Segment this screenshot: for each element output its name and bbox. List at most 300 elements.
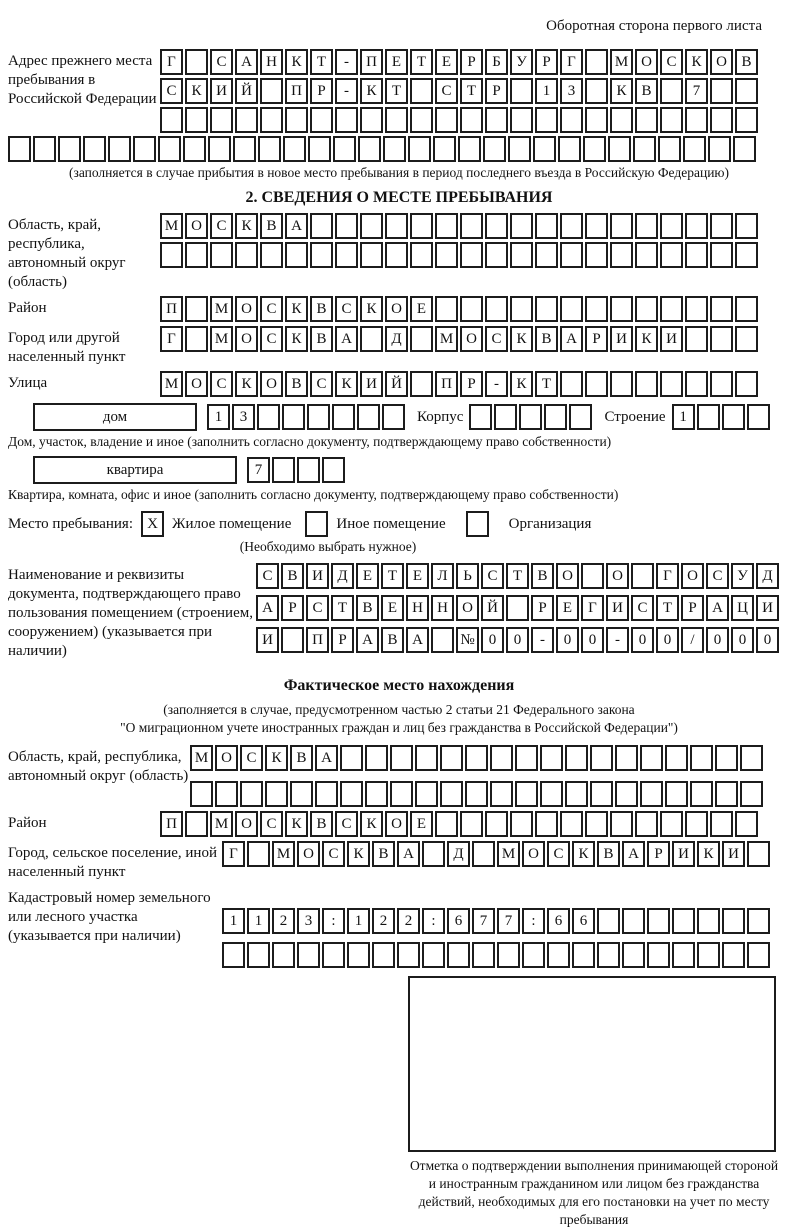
- char-box[interactable]: [283, 136, 306, 162]
- char-box[interactable]: А: [397, 841, 420, 867]
- char-box[interactable]: [585, 78, 608, 104]
- char-box[interactable]: [440, 781, 463, 807]
- char-box[interactable]: К: [510, 371, 533, 397]
- char-box[interactable]: [210, 242, 233, 268]
- char-box[interactable]: [372, 942, 395, 968]
- char-box[interactable]: [83, 136, 106, 162]
- char-box[interactable]: И: [360, 371, 383, 397]
- char-box[interactable]: [540, 745, 563, 771]
- char-box[interactable]: [735, 326, 758, 352]
- char-box[interactable]: [565, 781, 588, 807]
- char-box[interactable]: [658, 136, 681, 162]
- char-box[interactable]: [522, 942, 545, 968]
- char-box[interactable]: [185, 296, 208, 322]
- char-box[interactable]: А: [235, 49, 258, 75]
- char-box[interactable]: 0: [756, 627, 779, 653]
- char-box[interactable]: Е: [406, 563, 429, 589]
- char-box[interactable]: [535, 213, 558, 239]
- char-box[interactable]: [535, 107, 558, 133]
- char-box[interactable]: К: [265, 745, 288, 771]
- char-box[interactable]: Н: [406, 595, 429, 621]
- char-box[interactable]: Т: [460, 78, 483, 104]
- char-box[interactable]: Г: [160, 326, 183, 352]
- char-box[interactable]: [690, 745, 713, 771]
- char-box[interactable]: [583, 136, 606, 162]
- char-box[interactable]: [397, 942, 420, 968]
- char-box[interactable]: Т: [535, 371, 558, 397]
- char-box[interactable]: С: [260, 326, 283, 352]
- char-box[interactable]: О: [460, 326, 483, 352]
- char-box[interactable]: Р: [531, 595, 554, 621]
- char-box[interactable]: :: [322, 908, 345, 934]
- char-box[interactable]: А: [285, 213, 308, 239]
- char-box[interactable]: Р: [281, 595, 304, 621]
- char-box[interactable]: [685, 811, 708, 837]
- char-box[interactable]: 0: [556, 627, 579, 653]
- char-box[interactable]: [590, 745, 613, 771]
- char-box[interactable]: :: [522, 908, 545, 934]
- char-box[interactable]: Р: [331, 627, 354, 653]
- char-box[interactable]: П: [285, 78, 308, 104]
- char-box[interactable]: [747, 942, 770, 968]
- char-box[interactable]: [235, 242, 258, 268]
- char-box[interactable]: [740, 745, 763, 771]
- char-box[interactable]: К: [285, 49, 308, 75]
- char-box[interactable]: [485, 107, 508, 133]
- char-box[interactable]: Й: [385, 371, 408, 397]
- char-box[interactable]: Й: [235, 78, 258, 104]
- char-box[interactable]: [635, 811, 658, 837]
- char-box[interactable]: К: [347, 841, 370, 867]
- char-box[interactable]: 0: [706, 627, 729, 653]
- char-box[interactable]: С: [240, 745, 263, 771]
- char-box[interactable]: [585, 371, 608, 397]
- char-box[interactable]: №: [456, 627, 479, 653]
- char-box[interactable]: [610, 213, 633, 239]
- char-box[interactable]: С: [547, 841, 570, 867]
- char-box[interactable]: О: [681, 563, 704, 589]
- char-box[interactable]: Е: [410, 296, 433, 322]
- char-box[interactable]: О: [235, 326, 258, 352]
- char-box[interactable]: [460, 296, 483, 322]
- char-box[interactable]: [747, 841, 770, 867]
- char-box[interactable]: [460, 107, 483, 133]
- char-box[interactable]: О: [185, 371, 208, 397]
- char-box[interactable]: [8, 136, 31, 162]
- char-box[interactable]: [708, 136, 731, 162]
- char-box[interactable]: [335, 107, 358, 133]
- char-box[interactable]: [340, 745, 363, 771]
- char-box[interactable]: [485, 811, 508, 837]
- char-box[interactable]: Т: [381, 563, 404, 589]
- char-box[interactable]: [660, 371, 683, 397]
- char-box[interactable]: [485, 242, 508, 268]
- stay-type-residential-checkbox[interactable]: X: [141, 511, 164, 537]
- char-box[interactable]: [585, 213, 608, 239]
- char-box[interactable]: 2: [372, 908, 395, 934]
- char-box[interactable]: -: [485, 371, 508, 397]
- char-box[interactable]: [697, 942, 720, 968]
- char-box[interactable]: Л: [431, 563, 454, 589]
- char-box[interactable]: С: [306, 595, 329, 621]
- char-box[interactable]: О: [235, 296, 258, 322]
- char-box[interactable]: 3: [232, 404, 255, 430]
- char-box[interactable]: [683, 136, 706, 162]
- char-box[interactable]: [190, 781, 213, 807]
- char-box[interactable]: [710, 296, 733, 322]
- char-box[interactable]: [690, 781, 713, 807]
- char-box[interactable]: М: [497, 841, 520, 867]
- char-box[interactable]: К: [185, 78, 208, 104]
- char-box[interactable]: В: [310, 326, 333, 352]
- char-box[interactable]: [585, 296, 608, 322]
- char-box[interactable]: [581, 563, 604, 589]
- char-box[interactable]: Е: [385, 49, 408, 75]
- char-box[interactable]: [240, 781, 263, 807]
- char-box[interactable]: Н: [260, 49, 283, 75]
- char-box[interactable]: О: [235, 811, 258, 837]
- char-box[interactable]: [233, 136, 256, 162]
- char-box[interactable]: [697, 908, 720, 934]
- char-box[interactable]: [510, 213, 533, 239]
- char-box[interactable]: К: [285, 811, 308, 837]
- char-box[interactable]: [431, 627, 454, 653]
- char-box[interactable]: С: [260, 296, 283, 322]
- char-box[interactable]: [290, 781, 313, 807]
- char-box[interactable]: Е: [410, 811, 433, 837]
- char-box[interactable]: [622, 908, 645, 934]
- char-box[interactable]: К: [235, 213, 258, 239]
- char-box[interactable]: [433, 136, 456, 162]
- char-box[interactable]: [410, 107, 433, 133]
- char-box[interactable]: [235, 107, 258, 133]
- char-box[interactable]: [382, 404, 405, 430]
- char-box[interactable]: Е: [435, 49, 458, 75]
- char-box[interactable]: В: [281, 563, 304, 589]
- char-box[interactable]: [333, 136, 356, 162]
- char-box[interactable]: [215, 781, 238, 807]
- char-box[interactable]: К: [697, 841, 720, 867]
- char-box[interactable]: [747, 404, 770, 430]
- char-box[interactable]: 6: [547, 908, 570, 934]
- char-box[interactable]: [590, 781, 613, 807]
- char-box[interactable]: [544, 404, 567, 430]
- char-box[interactable]: [460, 213, 483, 239]
- char-box[interactable]: Р: [681, 595, 704, 621]
- char-box[interactable]: [515, 745, 538, 771]
- char-box[interactable]: К: [285, 296, 308, 322]
- char-box[interactable]: [390, 745, 413, 771]
- char-box[interactable]: [560, 242, 583, 268]
- char-box[interactable]: [282, 404, 305, 430]
- char-box[interactable]: [460, 811, 483, 837]
- char-box[interactable]: [185, 49, 208, 75]
- char-box[interactable]: [458, 136, 481, 162]
- char-box[interactable]: 2: [397, 908, 420, 934]
- char-box[interactable]: [565, 745, 588, 771]
- char-box[interactable]: [722, 908, 745, 934]
- char-box[interactable]: [460, 242, 483, 268]
- char-box[interactable]: [710, 371, 733, 397]
- char-box[interactable]: [410, 371, 433, 397]
- char-box[interactable]: [535, 811, 558, 837]
- char-box[interactable]: [560, 213, 583, 239]
- char-box[interactable]: 0: [731, 627, 754, 653]
- char-box[interactable]: [560, 811, 583, 837]
- char-box[interactable]: 1: [247, 908, 270, 934]
- char-box[interactable]: [747, 908, 770, 934]
- char-box[interactable]: О: [556, 563, 579, 589]
- char-box[interactable]: Р: [460, 49, 483, 75]
- char-box[interactable]: [365, 781, 388, 807]
- char-box[interactable]: [735, 371, 758, 397]
- char-box[interactable]: [635, 242, 658, 268]
- char-box[interactable]: О: [215, 745, 238, 771]
- char-box[interactable]: Д: [756, 563, 779, 589]
- char-box[interactable]: Е: [556, 595, 579, 621]
- char-box[interactable]: О: [185, 213, 208, 239]
- char-box[interactable]: О: [606, 563, 629, 589]
- char-box[interactable]: К: [510, 326, 533, 352]
- char-box[interactable]: [697, 404, 720, 430]
- char-box[interactable]: [108, 136, 131, 162]
- char-box[interactable]: [508, 136, 531, 162]
- char-box[interactable]: Т: [385, 78, 408, 104]
- char-box[interactable]: [297, 942, 320, 968]
- char-box[interactable]: 6: [572, 908, 595, 934]
- char-box[interactable]: Р: [460, 371, 483, 397]
- char-box[interactable]: [490, 781, 513, 807]
- char-box[interactable]: [519, 404, 542, 430]
- char-box[interactable]: [385, 107, 408, 133]
- char-box[interactable]: Г: [222, 841, 245, 867]
- char-box[interactable]: [735, 107, 758, 133]
- char-box[interactable]: [297, 457, 320, 483]
- char-box[interactable]: [185, 811, 208, 837]
- char-box[interactable]: [710, 78, 733, 104]
- char-box[interactable]: [635, 213, 658, 239]
- char-box[interactable]: М: [210, 296, 233, 322]
- char-box[interactable]: П: [306, 627, 329, 653]
- char-box[interactable]: [494, 404, 517, 430]
- char-box[interactable]: И: [672, 841, 695, 867]
- char-box[interactable]: [515, 781, 538, 807]
- char-box[interactable]: [335, 242, 358, 268]
- char-box[interactable]: [469, 404, 492, 430]
- char-box[interactable]: С: [335, 811, 358, 837]
- char-box[interactable]: [710, 811, 733, 837]
- char-box[interactable]: К: [572, 841, 595, 867]
- char-box[interactable]: С: [660, 49, 683, 75]
- char-box[interactable]: С: [160, 78, 183, 104]
- char-box[interactable]: [435, 242, 458, 268]
- char-box[interactable]: К: [635, 326, 658, 352]
- char-box[interactable]: [540, 781, 563, 807]
- char-box[interactable]: [335, 213, 358, 239]
- char-box[interactable]: [257, 404, 280, 430]
- char-box[interactable]: [310, 242, 333, 268]
- char-box[interactable]: Ц: [731, 595, 754, 621]
- char-box[interactable]: И: [756, 595, 779, 621]
- char-box[interactable]: Г: [581, 595, 604, 621]
- char-box[interactable]: [265, 781, 288, 807]
- char-box[interactable]: [647, 942, 670, 968]
- char-box[interactable]: В: [381, 627, 404, 653]
- char-box[interactable]: 1: [207, 404, 230, 430]
- char-box[interactable]: [710, 213, 733, 239]
- char-box[interactable]: [560, 296, 583, 322]
- char-box[interactable]: [635, 296, 658, 322]
- char-box[interactable]: М: [160, 213, 183, 239]
- char-box[interactable]: [715, 745, 738, 771]
- char-box[interactable]: [435, 213, 458, 239]
- char-box[interactable]: [410, 242, 433, 268]
- char-box[interactable]: С: [631, 595, 654, 621]
- char-box[interactable]: [322, 457, 345, 483]
- char-box[interactable]: -: [606, 627, 629, 653]
- char-box[interactable]: [510, 811, 533, 837]
- char-box[interactable]: И: [256, 627, 279, 653]
- char-box[interactable]: [160, 242, 183, 268]
- char-box[interactable]: М: [210, 326, 233, 352]
- char-box[interactable]: Т: [506, 563, 529, 589]
- char-box[interactable]: 0: [506, 627, 529, 653]
- char-box[interactable]: [33, 136, 56, 162]
- char-box[interactable]: [685, 107, 708, 133]
- char-box[interactable]: П: [160, 296, 183, 322]
- char-box[interactable]: [435, 107, 458, 133]
- char-box[interactable]: [483, 136, 506, 162]
- char-box[interactable]: В: [310, 811, 333, 837]
- char-box[interactable]: С: [485, 326, 508, 352]
- char-box[interactable]: [558, 136, 581, 162]
- char-box[interactable]: [722, 942, 745, 968]
- char-box[interactable]: [685, 326, 708, 352]
- char-box[interactable]: [260, 242, 283, 268]
- char-box[interactable]: [635, 107, 658, 133]
- char-box[interactable]: Е: [356, 563, 379, 589]
- char-box[interactable]: М: [272, 841, 295, 867]
- char-box[interactable]: Б: [485, 49, 508, 75]
- char-box[interactable]: [608, 136, 631, 162]
- stay-type-organization-checkbox[interactable]: [466, 511, 489, 537]
- char-box[interactable]: [410, 78, 433, 104]
- char-box[interactable]: [485, 296, 508, 322]
- char-box[interactable]: [660, 107, 683, 133]
- char-box[interactable]: О: [385, 296, 408, 322]
- char-box[interactable]: [547, 942, 570, 968]
- char-box[interactable]: О: [297, 841, 320, 867]
- char-box[interactable]: А: [706, 595, 729, 621]
- char-box[interactable]: [615, 781, 638, 807]
- char-box[interactable]: [735, 213, 758, 239]
- char-box[interactable]: [722, 404, 745, 430]
- char-box[interactable]: [640, 781, 663, 807]
- char-box[interactable]: [660, 811, 683, 837]
- char-box[interactable]: [308, 136, 331, 162]
- char-box[interactable]: А: [335, 326, 358, 352]
- char-box[interactable]: [535, 296, 558, 322]
- char-box[interactable]: С: [210, 213, 233, 239]
- char-box[interactable]: П: [435, 371, 458, 397]
- char-box[interactable]: [472, 841, 495, 867]
- char-box[interactable]: [733, 136, 756, 162]
- char-box[interactable]: [640, 745, 663, 771]
- char-box[interactable]: [258, 136, 281, 162]
- char-box[interactable]: [685, 371, 708, 397]
- char-box[interactable]: [247, 942, 270, 968]
- char-box[interactable]: [735, 296, 758, 322]
- char-box[interactable]: С: [481, 563, 504, 589]
- char-box[interactable]: [185, 107, 208, 133]
- char-box[interactable]: [133, 136, 156, 162]
- char-box[interactable]: Т: [656, 595, 679, 621]
- char-box[interactable]: [622, 942, 645, 968]
- char-box[interactable]: [415, 781, 438, 807]
- char-box[interactable]: [685, 296, 708, 322]
- char-box[interactable]: В: [290, 745, 313, 771]
- char-box[interactable]: К: [610, 78, 633, 104]
- char-box[interactable]: С: [706, 563, 729, 589]
- char-box[interactable]: [672, 908, 695, 934]
- char-box[interactable]: В: [597, 841, 620, 867]
- char-box[interactable]: [735, 242, 758, 268]
- char-box[interactable]: Е: [381, 595, 404, 621]
- char-box[interactable]: 0: [581, 627, 604, 653]
- char-box[interactable]: [272, 942, 295, 968]
- char-box[interactable]: А: [356, 627, 379, 653]
- char-box[interactable]: [715, 781, 738, 807]
- char-box[interactable]: /: [681, 627, 704, 653]
- char-box[interactable]: А: [622, 841, 645, 867]
- char-box[interactable]: И: [606, 595, 629, 621]
- char-box[interactable]: [390, 781, 413, 807]
- char-box[interactable]: [610, 811, 633, 837]
- char-box[interactable]: Д: [385, 326, 408, 352]
- char-box[interactable]: О: [522, 841, 545, 867]
- char-box[interactable]: К: [235, 371, 258, 397]
- char-box[interactable]: [222, 942, 245, 968]
- char-box[interactable]: Д: [331, 563, 354, 589]
- char-box[interactable]: [660, 242, 683, 268]
- char-box[interactable]: В: [310, 296, 333, 322]
- char-box[interactable]: В: [735, 49, 758, 75]
- char-box[interactable]: [497, 942, 520, 968]
- char-box[interactable]: Й: [481, 595, 504, 621]
- char-box[interactable]: [383, 136, 406, 162]
- char-box[interactable]: В: [285, 371, 308, 397]
- char-box[interactable]: [360, 326, 383, 352]
- char-box[interactable]: [422, 942, 445, 968]
- char-box[interactable]: [465, 745, 488, 771]
- char-box[interactable]: [315, 781, 338, 807]
- char-box[interactable]: -: [335, 49, 358, 75]
- char-box[interactable]: [665, 745, 688, 771]
- char-box[interactable]: [535, 242, 558, 268]
- char-box[interactable]: [610, 371, 633, 397]
- char-box[interactable]: Т: [331, 595, 354, 621]
- char-box[interactable]: [208, 136, 231, 162]
- char-box[interactable]: -: [335, 78, 358, 104]
- char-box[interactable]: [447, 942, 470, 968]
- char-box[interactable]: 6: [447, 908, 470, 934]
- char-box[interactable]: [322, 942, 345, 968]
- char-box[interactable]: И: [660, 326, 683, 352]
- char-box[interactable]: [272, 457, 295, 483]
- char-box[interactable]: [340, 781, 363, 807]
- char-box[interactable]: В: [635, 78, 658, 104]
- char-box[interactable]: [660, 296, 683, 322]
